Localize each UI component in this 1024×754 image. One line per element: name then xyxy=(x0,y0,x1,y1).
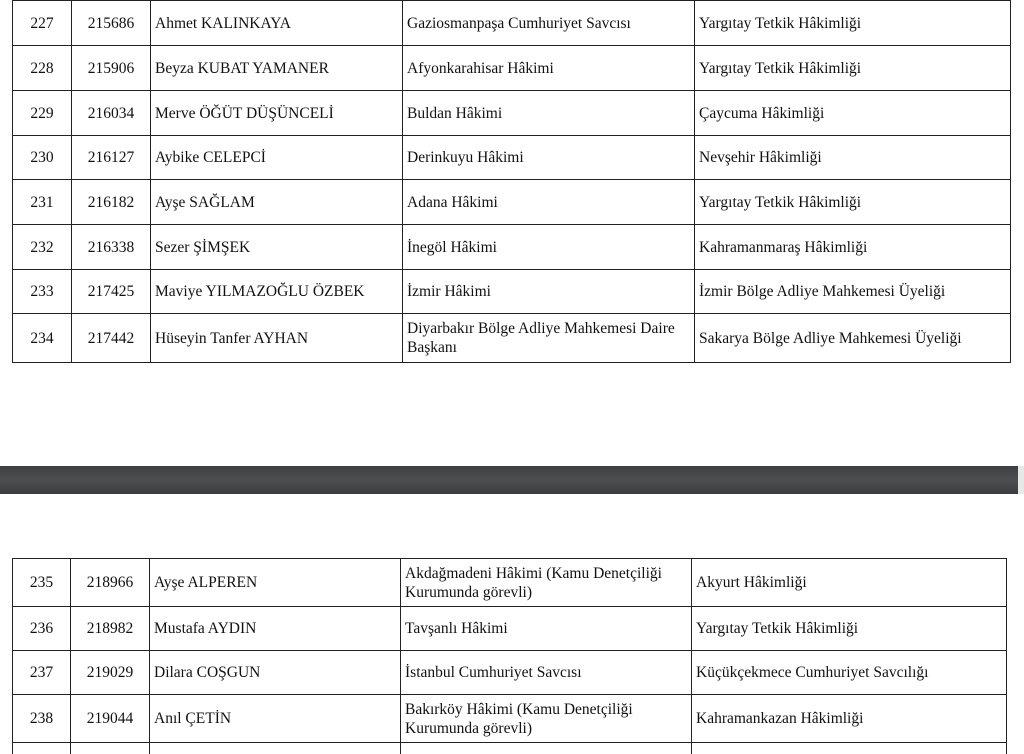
registry-number: 216182 xyxy=(72,180,151,225)
row-number: 237 xyxy=(13,651,71,695)
new-position: Akyurt Hâkimliği xyxy=(692,559,1007,607)
registry-number: 218966 xyxy=(71,559,150,607)
new-position: Nevşehir Hâkimliği xyxy=(695,136,1011,180)
row-number: 227 xyxy=(13,1,72,46)
new-position: Kahramanmaraş Hâkimliği xyxy=(695,225,1011,270)
row-number: 232 xyxy=(13,225,72,270)
new-position: İzmir Bölge Adliye Mahkemesi Üyeliği xyxy=(695,270,1011,314)
current-position: Derinkuyu Hâkimi xyxy=(403,136,695,180)
person-name: Ayşe ALPEREN xyxy=(150,559,401,607)
person-name: Sezer ŞİMŞEK xyxy=(151,225,403,270)
new-position: Çaycuma Hâkimliği xyxy=(695,91,1011,136)
table-row xyxy=(13,225,1011,270)
registry-number: 215906 xyxy=(72,46,151,91)
registry-number: 217442 xyxy=(72,314,151,363)
person-name xyxy=(150,743,401,754)
person-name: Hüseyin Tanfer AYHAN xyxy=(151,314,403,363)
current-position: İzmir Hâkimi xyxy=(403,270,695,314)
current-position: İstanbul Cumhuriyet Savcısı xyxy=(401,651,692,695)
current-position: Diyarbakır Bölge Adliye Mahkemesi Daire Başkanı xyxy=(403,314,695,363)
current-position: Bakırköy Hâkimi (Kamu Denetçiliği Kurumunda görevli) xyxy=(401,695,692,743)
registry-number: 215686 xyxy=(72,1,151,46)
registry-number: 217425 xyxy=(72,270,151,314)
registry-number xyxy=(71,743,150,754)
person-name: Mustafa AYDIN xyxy=(150,607,401,651)
person-name: Merve ÖĞÜT DÜŞÜNCELİ xyxy=(151,91,403,136)
current-position: İnegöl Hâkimi xyxy=(403,225,695,270)
person-name: Aybike CELEPCİ xyxy=(151,136,403,180)
table-row xyxy=(13,559,1007,607)
current-position: Afyonkarahisar Hâkimi xyxy=(403,46,695,91)
document-page-2 xyxy=(0,494,1024,754)
new-position: Yargıtay Tetkik Hâkimliği xyxy=(695,180,1011,225)
row-number: 229 xyxy=(13,91,72,136)
table-row xyxy=(13,743,1007,754)
row-number xyxy=(13,743,71,754)
row-number: 233 xyxy=(13,270,72,314)
table-row xyxy=(13,136,1011,180)
appointment-table xyxy=(12,0,1011,363)
row-number: 231 xyxy=(13,180,72,225)
current-position: Akdağmadeni Hâkimi (Kamu Denetçiliği Kurumunda görevli) xyxy=(401,559,692,607)
table-row xyxy=(13,607,1007,651)
new-position: Kahramankazan Hâkimliği xyxy=(692,695,1007,743)
table-row xyxy=(13,651,1007,695)
current-position: Gaziosmanpaşa Cumhuriyet Savcısı xyxy=(403,1,695,46)
person-name: Anıl ÇETİN xyxy=(150,695,401,743)
person-name: Maviye YILMAZOĞLU ÖZBEK xyxy=(151,270,403,314)
registry-number: 216034 xyxy=(72,91,151,136)
new-position xyxy=(692,743,1007,754)
registry-number: 216338 xyxy=(72,225,151,270)
person-name: Ahmet KALINKAYA xyxy=(151,1,403,46)
registry-number: 219029 xyxy=(71,651,150,695)
person-name: Ayşe SAĞLAM xyxy=(151,180,403,225)
new-position: Sakarya Bölge Adliye Mahkemesi Üyeliği xyxy=(695,314,1011,363)
new-position: Yargıtay Tetkik Hâkimliği xyxy=(695,1,1011,46)
table-row xyxy=(13,46,1011,91)
table-row xyxy=(13,180,1011,225)
row-number: 230 xyxy=(13,136,72,180)
row-number: 235 xyxy=(13,559,71,607)
new-position: Yargıtay Tetkik Hâkimliği xyxy=(692,607,1007,651)
registry-number: 216127 xyxy=(72,136,151,180)
table-row xyxy=(13,314,1011,363)
registry-number: 218982 xyxy=(71,607,150,651)
person-name: Dilara COŞGUN xyxy=(150,651,401,695)
current-position: Tavşanlı Hâkimi xyxy=(401,607,692,651)
appointment-table xyxy=(12,558,1007,754)
row-number: 234 xyxy=(13,314,72,363)
page-separator-edge xyxy=(1018,466,1024,494)
table-row xyxy=(13,695,1007,743)
current-position: Adana Hâkimi xyxy=(403,180,695,225)
row-number: 236 xyxy=(13,607,71,651)
new-position: Küçükçekmece Cumhuriyet Savcılığı xyxy=(692,651,1007,695)
page-separator xyxy=(0,466,1024,494)
registry-number: 219044 xyxy=(71,695,150,743)
new-position: Yargıtay Tetkik Hâkimliği xyxy=(695,46,1011,91)
table-row xyxy=(13,91,1011,136)
current-position xyxy=(401,743,692,754)
row-number: 228 xyxy=(13,46,72,91)
row-number: 238 xyxy=(13,695,71,743)
table-row xyxy=(13,270,1011,314)
current-position: Buldan Hâkimi xyxy=(403,91,695,136)
table-row xyxy=(13,1,1011,46)
person-name: Beyza KUBAT YAMANER xyxy=(151,46,403,91)
